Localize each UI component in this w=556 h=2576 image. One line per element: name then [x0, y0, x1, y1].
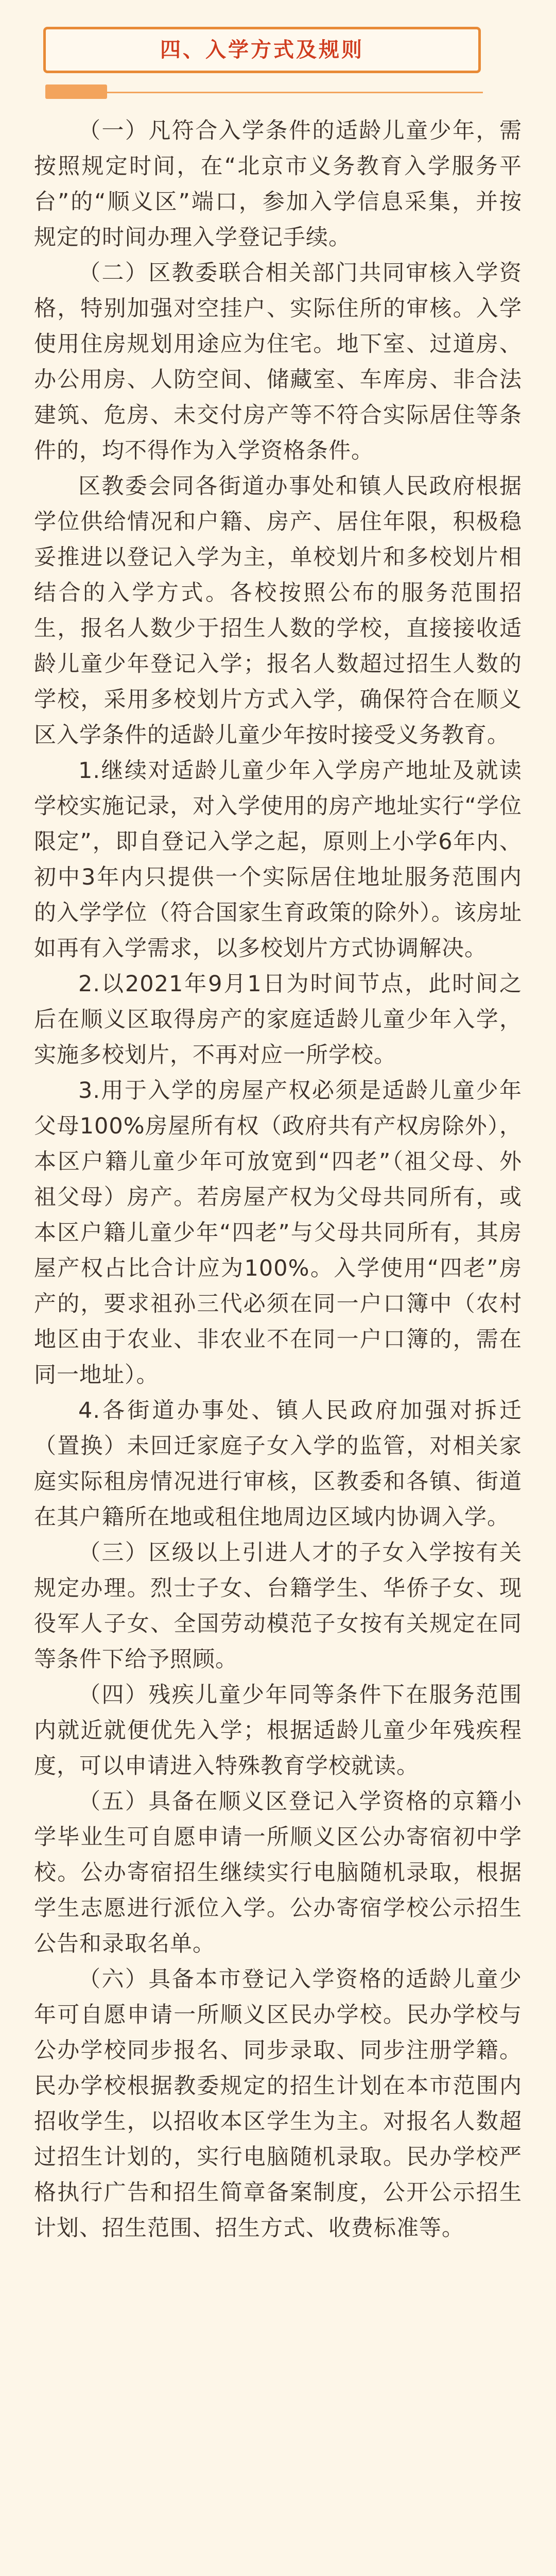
paragraph-rule-2: 2.以2021年9月1日为时间节点，此时间之后在顺义区取得房产的家庭适龄儿童少年入学，实施多校划片，不再对应一所学校。: [34, 971, 522, 1068]
paragraph-boarding-schools: （五）具备在顺义区登记入学资格的京籍小学毕业生可自愿申请一所顺义区公办寄宿初中学校。公办寄宿招生继续实行电脑随机录取，根据学生志愿进行派位入学。公办寄宿学校公示招生公告和录取名单。: [34, 1789, 522, 1957]
paragraph-rule-4: 4.各街道办事处、镇人民政府加强对拆迁（置换）未回迁家庭子女入学的监管，对相关家庭实际租房情况进行审核，区教委和各镇、街道在其户籍所在地或租住地周边区域内协调入学。: [34, 1398, 522, 1530]
paragraph-enrollment-method: 区教委会同各街道办事处和镇人民政府根据学位供给情况和户籍、房产、居住年限，积极稳妥推进以登记入学为主，单校划片和多校划片相结合的入学方式。各校按照公布的服务范围招生，报名人数少于招生人数的学校，直接接收适龄儿童少年登记入学；报名人数超过招生人数的学校，采用多校划片方式入学，确保符合在顺义区入学条件的适龄儿童少年按时接受义务教育。: [34, 473, 522, 748]
section-title: 四、入学方式及规则: [160, 38, 364, 62]
paragraph-rule-1: 1.继续对适龄儿童少年入学房产地址及就读学校实施记录，对入学使用的房产地址实行“学位限定”，即自登记入学之起，原则上小学6年内、初中3年内只提供一个实际居住地址服务范围内的入学学位（符合国家生育政策的除外）。该房址如再有入学需求，以多校划片方式协调解决。: [34, 758, 522, 961]
paragraph-rule-3: 3.用于入学的房屋产权必须是适龄儿童少年父母100%房屋所有权（政府共有产权房除外），本区户籍儿童少年可放宽到“四老”（祖父母、外祖父母）房产。若房屋产权为父母共同所有，或本区户籍儿童少年“四老”与父母共同所有，其房屋产权占比合计应为100%。入学使用“四老”房产的，要求祖孙三代必须在同一户口簿中（农村地区由于农业、非农业不在同一户口簿的，需在同一地址）。: [34, 1078, 522, 1388]
paragraph-eligibility-review: （二）区教委联合相关部门共同审核入学资格，特别加强对空挂户、实际住所的审核。入学使用住房规划用途应为住宅。地下室、过道房、办公用房、人防空间、储藏室、车库房、非合法建筑、危房、未交付房产等不符合实际居住等条件的，均不得作为入学资格条件。: [34, 260, 522, 464]
paragraph-talent-children: （三）区级以上引进人才的子女入学按有关规定办理。烈士子女、台籍学生、华侨子女、现役军人子女、全国劳动模范子女按有关规定在同等条件下给予照顾。: [34, 1540, 522, 1672]
section-heading: [43, 27, 486, 78]
decorative-divider-line: [107, 92, 483, 93]
decorative-accent-bar: [45, 84, 107, 99]
paragraph-disabled-children: （四）残疾儿童少年同等条件下在服务范围内就近就便优先入学；根据适龄儿童少年残疾程度，可以申请进入特殊教育学校就读。: [34, 1682, 522, 1779]
paragraph-registration: （一）凡符合入学条件的适龄儿童少年，需按照规定时间，在“北京市义务教育入学服务平台”的“顺义区”端口，参加入学信息采集，并按规定的时间办理入学登记手续。: [34, 118, 522, 250]
article-body: [34, 113, 522, 2246]
paragraph-private-schools: （六）具备本市登记入学资格的适龄儿童少年可自愿申请一所顺义区民办学校。民办学校与公办学校同步报名、同步录取、同步注册学籍。民办学校根据教委规定的招生计划在本市范围内招收学生，以招收本区学生为主。对报名人数超过招生计划的，实行电脑随机录取。民办学校严格执行广告和招生简章备案制度，公开公示招生计划、招生范围、招生方式、收费标准等。: [34, 1967, 522, 2241]
